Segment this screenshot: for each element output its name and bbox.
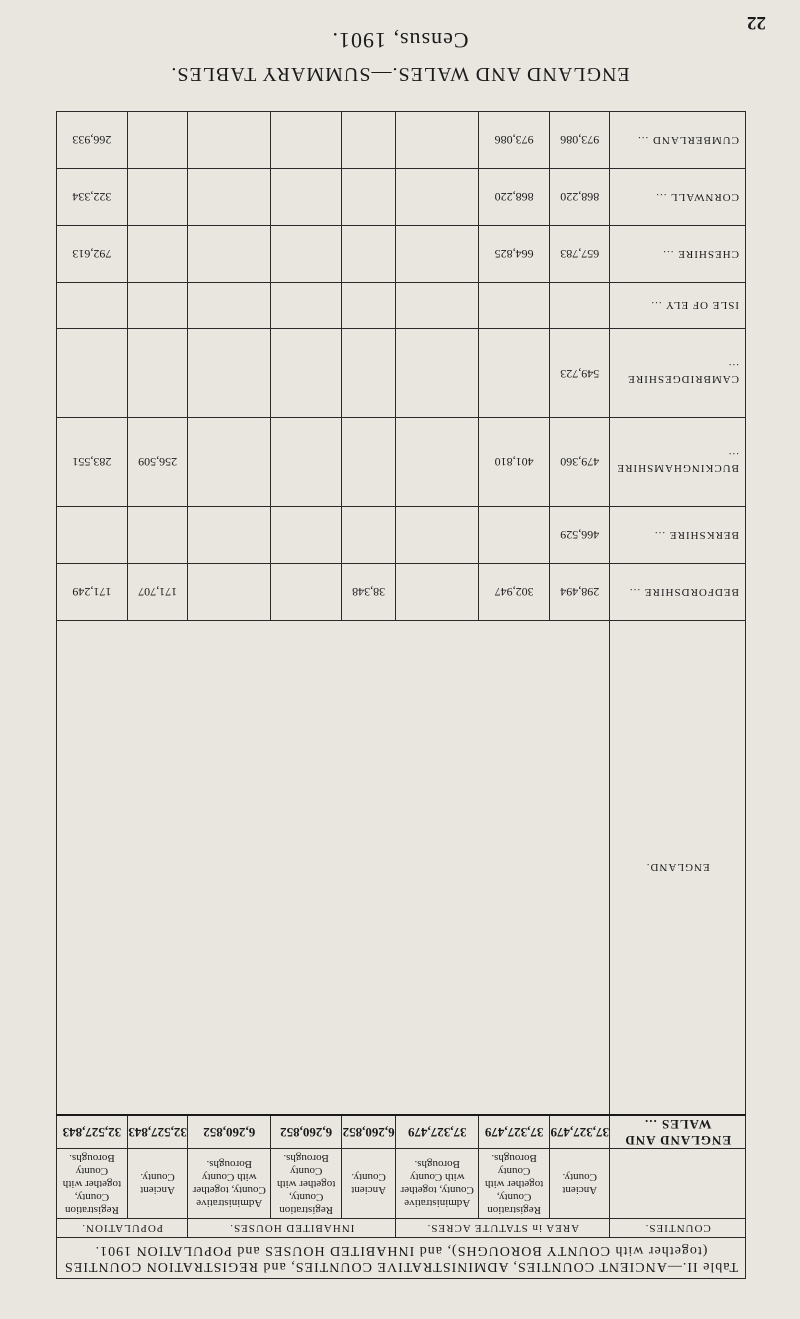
table-row (57, 112, 746, 169)
table-cell: 256,509 (127, 418, 187, 507)
col-header-pop-registration: Registration County, together with County Boroughs. (57, 1149, 128, 1219)
total-value: 6,260,852 (342, 1115, 396, 1149)
blank-header (610, 1149, 746, 1219)
table-cell (271, 168, 342, 225)
table-cell (479, 282, 550, 328)
table-cell: 171,707 (127, 563, 187, 620)
table-cell (342, 329, 396, 418)
table-cell (396, 225, 479, 282)
table-cell: 38,348 (342, 563, 396, 620)
col-header-houses-registration: Registration County, together with County Boroughs. (271, 1149, 342, 1219)
table-cell (271, 112, 342, 169)
table-cell (127, 168, 187, 225)
table-row (57, 168, 746, 225)
county-name: ISLE OF ELY ... (610, 282, 746, 328)
table-cell (271, 282, 342, 328)
table-cell: 266,933 (57, 112, 128, 169)
census-title: Census, 1901. (331, 28, 469, 53)
table-cell: 549,723 (550, 329, 610, 418)
table-cell (127, 225, 187, 282)
table-cell (188, 282, 271, 328)
table-cell (188, 225, 271, 282)
table-cell: 322,334 (57, 168, 128, 225)
county-name: CUMBERLAND ... (610, 112, 746, 169)
table-cell (57, 506, 128, 563)
table-cell (188, 112, 271, 169)
table-body (57, 112, 746, 621)
summary-table-frame (56, 111, 746, 1279)
table-cell: 466,529 (550, 506, 610, 563)
table-cell: 479,360 (550, 418, 610, 507)
table-cell (271, 563, 342, 620)
total-value: 6,260,852 (188, 1115, 271, 1149)
table-cell (342, 225, 396, 282)
table-cell: 868,220 (479, 168, 550, 225)
county-name: CORNWALL ... (610, 168, 746, 225)
total-value: 32,527,843 (57, 1115, 128, 1149)
table-cell (479, 329, 550, 418)
table-cell: 973,086 (550, 112, 610, 169)
total-value: 37,327,479 (479, 1115, 550, 1149)
total-value: 37,327,479 (550, 1115, 610, 1149)
section-label: ENGLAND. (610, 620, 746, 1115)
col-header-area-administrative: Administrative County, together with County Boroughs. (396, 1149, 479, 1219)
table-cell (271, 418, 342, 507)
table-cell (188, 329, 271, 418)
county-name: BERKSHIRE ... (610, 506, 746, 563)
table-row (57, 418, 746, 507)
county-name: BEDFORDSHIRE ... (610, 563, 746, 620)
table-cell (396, 112, 479, 169)
page-number: 22 (747, 12, 766, 33)
table-cell: 868,220 (550, 168, 610, 225)
table-cell (271, 506, 342, 563)
table-cell: 283,551 (57, 418, 128, 507)
table-cell (127, 506, 187, 563)
table-cell: 401,810 (479, 418, 550, 507)
table-cell (396, 329, 479, 418)
population-label: POPULATION. (57, 1219, 188, 1238)
total-label: ENGLAND AND WALES ... (610, 1115, 746, 1149)
houses-label: INHABITED HOUSES. (188, 1219, 396, 1238)
total-value: 37,327,479 (396, 1115, 479, 1149)
table-cell (342, 168, 396, 225)
table-row (57, 282, 746, 328)
col-header-houses-administrative: Administrative County, together with County Boroughs. (188, 1149, 271, 1219)
table-cell (188, 418, 271, 507)
county-name: BUCKINGHAMSHIRE ... (610, 418, 746, 507)
col-header-area-ancient: Ancient County. (550, 1149, 610, 1219)
table-cell (127, 282, 187, 328)
table-cell (57, 282, 128, 328)
table-cell (342, 112, 396, 169)
table-cell (188, 168, 271, 225)
table-cell (342, 282, 396, 328)
table-cell (188, 563, 271, 620)
table-cell (396, 282, 479, 328)
table-cell (396, 563, 479, 620)
table-cell: 657,783 (550, 225, 610, 282)
table-cell: 973,086 (479, 112, 550, 169)
table-title: Table II.—ANCIENT COUNTIES, ADMINISTRATIVE COUNTIES, and REGISTRATION COUNTIES (together with COUNTY BOROUGHS), and INHABITED HOUSES and POPULATION 1901. (57, 1238, 746, 1279)
table-row (57, 506, 746, 563)
table-row (57, 329, 746, 418)
area-label: AREA in STATUTE ACRES. (396, 1219, 610, 1238)
table-cell: 302,947 (479, 563, 550, 620)
table-cell: 171,249 (57, 563, 128, 620)
table-row (57, 225, 746, 282)
table-cell (396, 168, 479, 225)
table-cell (396, 418, 479, 507)
table-cell (188, 506, 271, 563)
table-cell (342, 506, 396, 563)
col-header-houses-ancient: Ancient County. (342, 1149, 396, 1219)
section-spacer (57, 620, 610, 1115)
table-cell: 298,494 (550, 563, 610, 620)
table-cell (57, 329, 128, 418)
county-name: CAMBRIDGESHIRE ... (610, 329, 746, 418)
total-value: 6,260,852 (271, 1115, 342, 1149)
col-header-area-registration: Registration County, together with County Boroughs. (479, 1149, 550, 1219)
table-cell: 792,613 (57, 225, 128, 282)
table-cell (342, 418, 396, 507)
name-col-header: COUNTIES. (610, 1219, 746, 1238)
total-value: 32,527,843 (127, 1115, 187, 1149)
table-cell (271, 329, 342, 418)
table-cell (479, 506, 550, 563)
table-cell (127, 329, 187, 418)
summary-table (56, 111, 746, 1279)
table-cell (127, 112, 187, 169)
table-cell: 664,825 (479, 225, 550, 282)
summary-title: ENGLAND AND WALES.—SUMMARY TABLES. (170, 63, 630, 85)
table-row (57, 563, 746, 620)
table-cell (271, 225, 342, 282)
county-name: CHESHIRE ... (610, 225, 746, 282)
col-header-pop-ancient: Ancient County. (127, 1149, 187, 1219)
table-cell (550, 282, 610, 328)
table-cell (396, 506, 479, 563)
